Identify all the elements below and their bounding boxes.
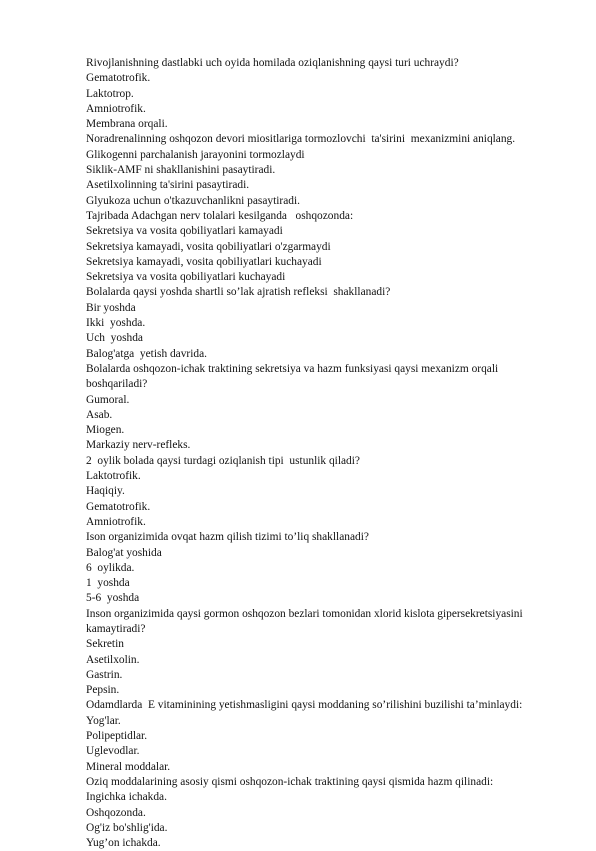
answer-option: Bir yoshda [86,301,136,314]
answer-option: Amniotrofik. [86,515,146,528]
question-text-continued: kamaytiradi? [86,622,146,635]
question-text: Odamdlarda E vitaminining yetishmasligini qaysi moddaning so’rilishini buzilishi ta’minlaydi: [86,699,523,712]
answer-option: Miogen. [86,424,125,437]
answer-option: Yug’on ichakda. [86,837,161,850]
answer-option: Glyukoza uchun o'tkazuvchanlikni pasaytiradi. [86,194,300,207]
answer-option: Amniotrofik. [86,102,146,115]
question-text: Bolalarda oshqozon-ichak traktining sekretsiya va hazm funksiyasi qaysi mexanizm orqali [86,362,499,375]
answer-option: Sekretsiya va vosita qobiliyatlari kuchayadi [86,271,286,284]
answer-option: Balog'atga yetish davrida. [86,347,207,360]
answer-option: Sekretsiya va vosita qobiliyatlari kamayadi [86,225,283,238]
answer-option: 6 oylikda. [86,561,135,574]
answer-option: Gastrin. [86,668,123,681]
answer-option: Glikogenni parchalanish jarayonini tormozlaydi [86,148,305,161]
answer-option: Yog'lar. [86,714,121,727]
answer-option: Sekretsiya kamayadi, vosita qobiliyatlari o'zgarmaydi [86,240,331,253]
answer-option: Markaziy nerv-refleks. [86,439,191,452]
question-text: Bolalarda qaysi yoshda shartli so’lak ajratish refleksi shakllanadi? [86,286,391,299]
answer-option: 1 yoshda [86,577,130,590]
answer-option: Gematotrofik. [86,500,151,513]
question-text: Inson organizimida qaysi gormon oshqozon bezlari tomonidan xlorid kislota gipersekretsiyasini [86,607,523,620]
question-text: Tajribada Adachgan nerv tolalari kesilganda oshqozonda: [86,209,354,222]
answer-option: Oshqozonda. [86,806,146,819]
question-text: Rivojlanishning dastlabki uch oyida homilada oziqlanishning qaysi turi uchraydi? [86,57,459,69]
answer-option: Polipeptidlar. [86,730,148,743]
answer-option: Gematotrofik. [86,72,151,85]
answer-option: Uch yoshda [86,332,143,345]
answer-option: Mineral moddalar. [86,760,171,773]
answer-option: 5-6 yoshda [86,592,140,605]
answer-option: Pepsin. [86,684,120,697]
answer-option: Laktotrofik. [86,470,141,483]
question-text: Ison organizimida ovqat hazm qilish tizimi to’liq shakllanadi? [86,531,369,544]
answer-option: Og'iz bo'shlig'ida. [86,821,168,834]
answer-option: Ingichka ichakda. [86,791,167,804]
question-text: Oziq moddalarining asosiy qismi oshqozon-ichak traktining qaysi qismida hazm qilinadi: [86,775,494,788]
answer-option: Gumoral. [86,393,130,406]
answer-option: Sekretin [86,638,124,651]
answer-option: Asetilxolinning ta'sirini pasaytiradi. [86,179,250,192]
answer-option: Ikki yoshda. [86,317,146,330]
question-text-continued: boshqariladi? [86,378,148,391]
answer-option: Uglevodlar. [86,745,140,758]
document-page [86,56,556,851]
answer-option: Sekretsiya kamayadi, vosita qobiliyatlari kuchayadi [86,255,322,268]
answer-option: Asetilxolin. [86,653,140,666]
question-text: Noradrenalinning oshqozon devori miositlariga tormozlovchi ta'sirini mexanizmini aniqlang. [86,133,516,146]
answer-option: Balog'at yoshida [86,546,162,559]
answer-option: Laktotrop. [86,87,134,100]
answer-option: Haqiqiy. [86,485,125,498]
answer-option: Asab. [86,408,113,421]
answer-option: Membrana orqali. [86,118,168,131]
answer-option: Siklik-AMF ni shakllanishini pasaytiradi. [86,164,276,177]
question-text: 2 oylik bolada qaysi turdagi oziqlanish tipi ustunlik qiladi? [86,454,360,467]
